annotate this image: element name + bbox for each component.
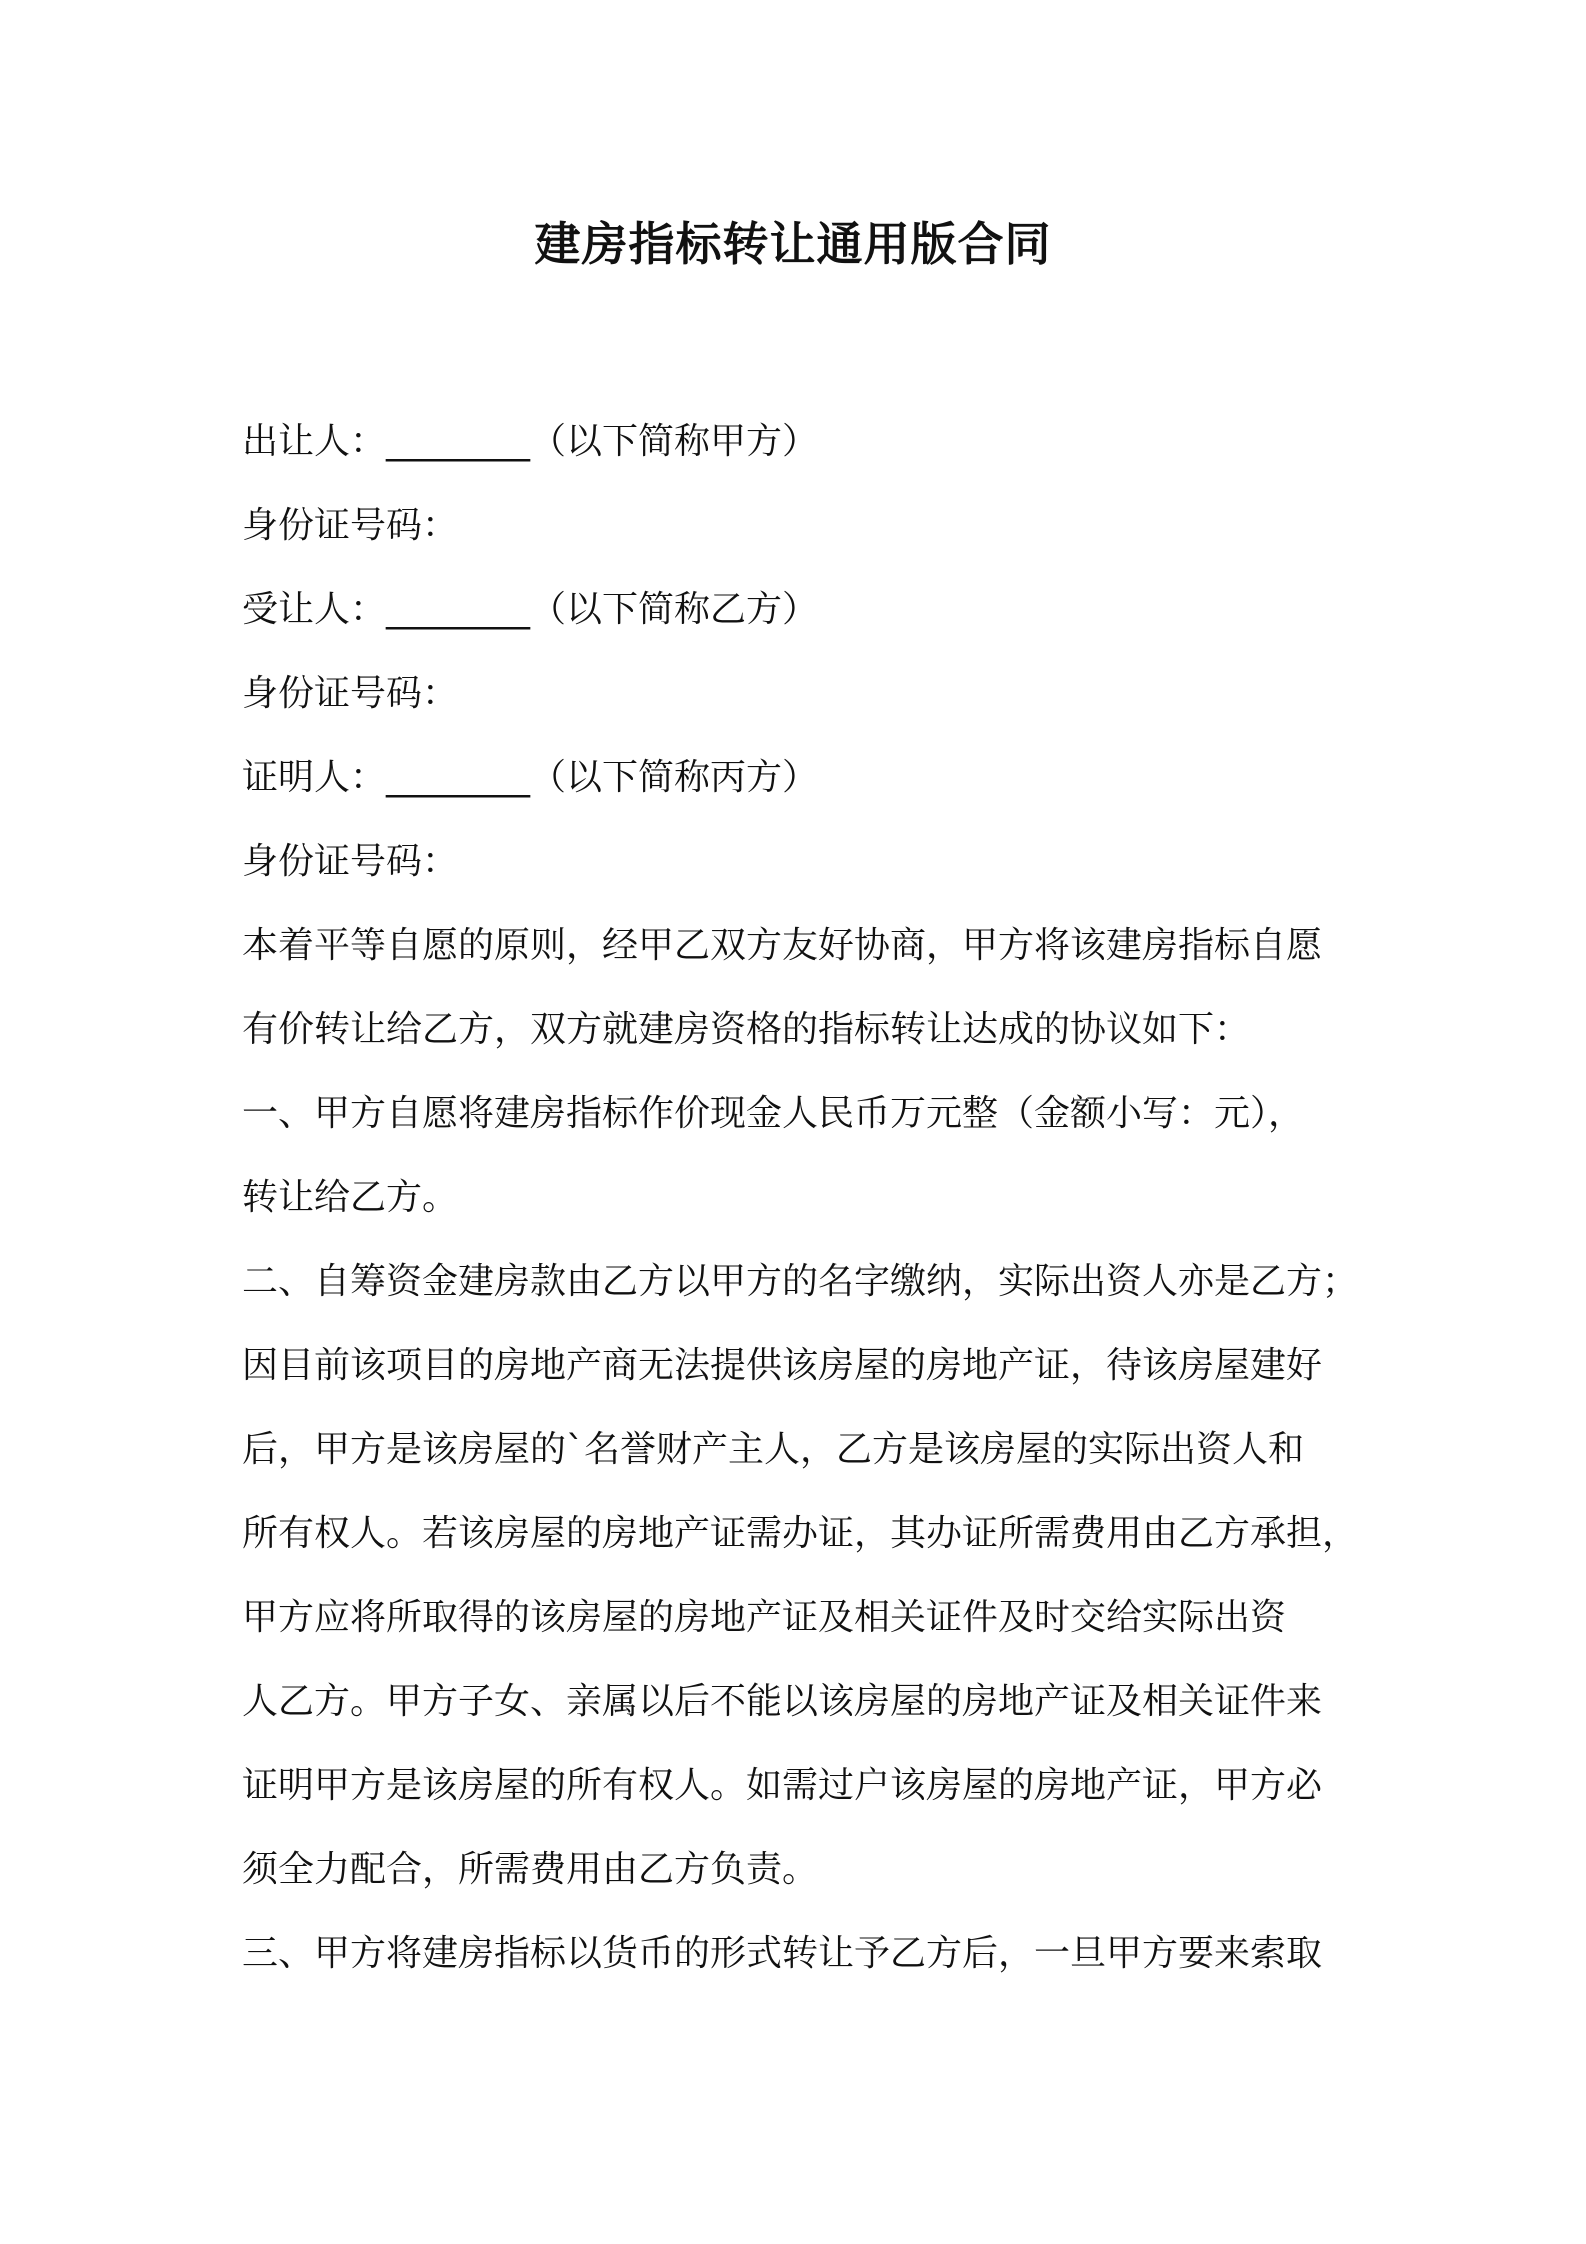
clause-2-line: 所有权人。若该房屋的房地产证需办证，其办证所需费用由乙方承担， xyxy=(242,1513,1359,1554)
clause-2-line: 证明甲方是该房屋的所有权人。如需过户该房屋的房地产证，甲方必 xyxy=(242,1765,1323,1806)
witness-id-line: 身份证号码： xyxy=(242,841,459,882)
preamble-line: 有价转让给乙方，双方就建房资格的指标转让达成的协议如下： xyxy=(242,1009,1251,1050)
clause-1-line: 转让给乙方。 xyxy=(242,1177,459,1218)
document-body xyxy=(242,400,1362,1996)
witness-line: 证明人：________（以下简称丙方） xyxy=(242,757,819,798)
clause-3-line: 三、甲方将建房指标以货币的形式转让予乙方后，一旦甲方要来索取 xyxy=(242,1933,1323,1974)
clause-2-line: 后，甲方是该房屋的`名誉财产主人，乙方是该房屋的实际出资人和 xyxy=(242,1429,1305,1470)
clause-1-line: 一、甲方自愿将建房指标作价现金人民币万元整（金额小写：元）， xyxy=(242,1093,1305,1134)
clause-2-line: 二、自筹资金建房款由乙方以甲方的名字缴纳，实际出资人亦是乙方； xyxy=(242,1261,1359,1302)
clause-2-line: 人乙方。甲方子女、亲属以后不能以该房屋的房地产证及相关证件来 xyxy=(242,1681,1323,1722)
clause-2-line: 甲方应将所取得的该房屋的房地产证及相关证件及时交给实际出资 xyxy=(242,1597,1287,1638)
clause-2-line: 须全力配合，所需费用由乙方负责。 xyxy=(242,1849,819,1890)
seller-line: 出让人：________（以下简称甲方） xyxy=(242,421,819,462)
buyer-id-line: 身份证号码： xyxy=(242,673,459,714)
buyer-line: 受让人：________（以下简称乙方） xyxy=(242,589,819,630)
preamble-line: 本着平等自愿的原则，经甲乙双方友好协商，甲方将该建房指标自愿 xyxy=(242,925,1323,966)
seller-id-line: 身份证号码： xyxy=(242,505,459,546)
clause-2-line: 因目前该项目的房地产商无法提供该房屋的房地产证，待该房屋建好 xyxy=(242,1345,1323,1386)
document-title: 建房指标转让通用版合同 xyxy=(534,217,1052,271)
